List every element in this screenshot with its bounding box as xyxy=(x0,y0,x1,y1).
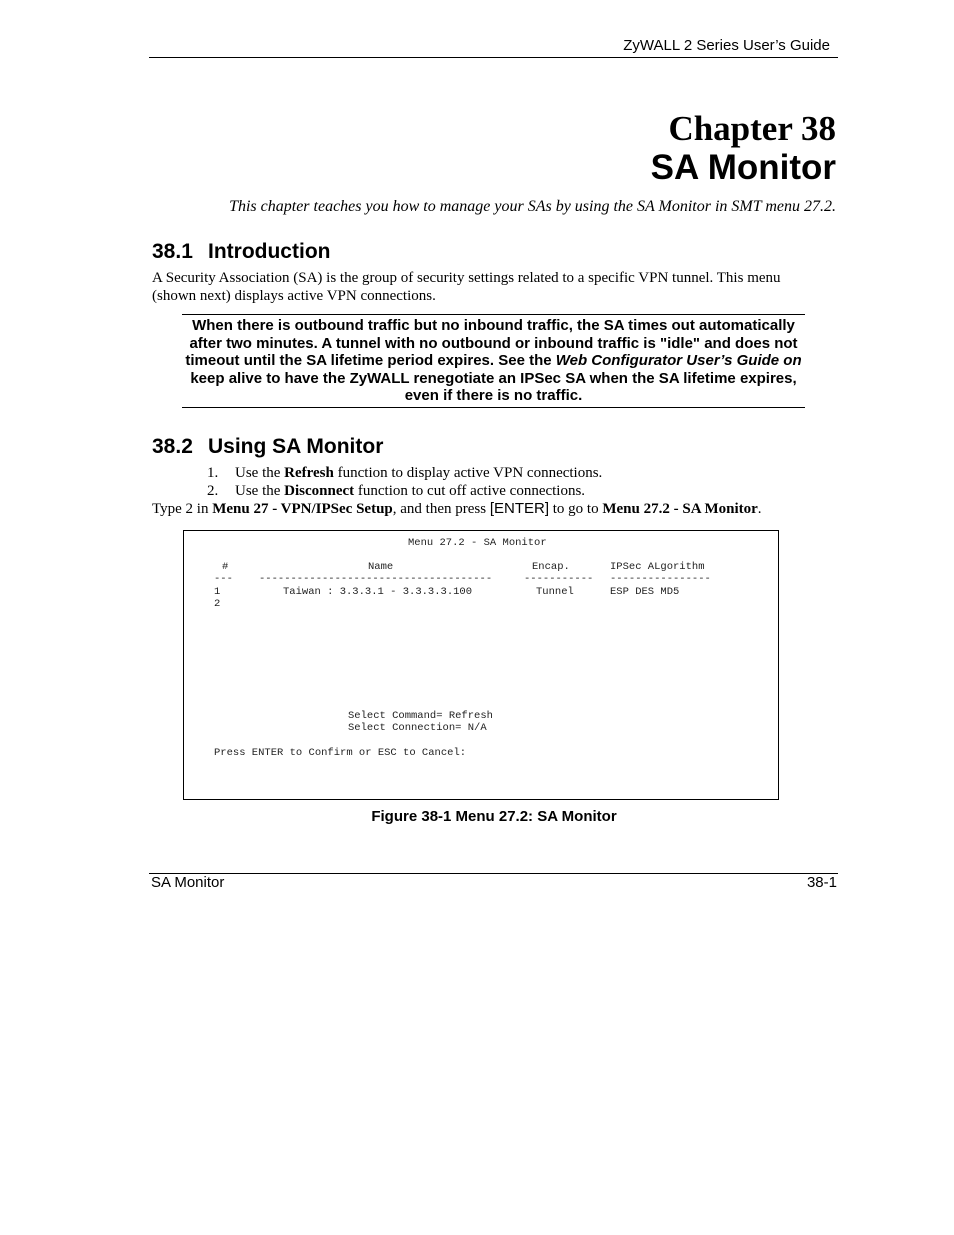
instruction-text: . xyxy=(757,501,762,517)
chapter-number: Chapter 38 xyxy=(668,109,836,148)
note-text-part: When there is outbound traffic but no inbound traffic, the SA times out automatically after two minutes. A tunnel with no outbound or inbound traffic is "idle" and does not timeout until the SA lifetime period expires. See the xyxy=(185,317,798,370)
intro-paragraph xyxy=(152,269,832,305)
row-number: 2 xyxy=(214,598,221,610)
footer-page-number: 38-1 xyxy=(806,874,837,891)
note-box xyxy=(182,314,805,408)
footer-divider xyxy=(149,873,838,874)
column-header-encap: Encap. xyxy=(532,561,570,573)
section-number: 38.1 xyxy=(152,240,193,263)
select-command: Select Command= Refresh xyxy=(348,710,493,722)
column-separator: ----------- xyxy=(524,573,594,585)
column-header-name: Name xyxy=(368,561,394,573)
column-header-ipsec: IPSec ALgorithm xyxy=(610,561,705,573)
step-number: 2. xyxy=(207,483,219,499)
column-separator: --- xyxy=(214,573,233,585)
type-instruction xyxy=(152,500,762,518)
sa-monitor-screen xyxy=(183,530,779,800)
step-keyword: Disconnect xyxy=(284,483,355,499)
step-text: function to display active VPN connections. xyxy=(333,465,603,481)
enter-key-label: [ENTER] xyxy=(489,500,550,517)
running-header-title: ZyWALL 2 Series User’s Guide xyxy=(623,37,830,54)
section-title: Using SA Monitor xyxy=(208,435,384,458)
row-name: Taiwan : 3.3.3.1 - 3.3.3.3.100 xyxy=(283,586,473,598)
instruction-text: Type 2 in xyxy=(152,501,213,517)
confirm-prompt: Press ENTER to Confirm or ESC to Cancel: xyxy=(214,747,467,759)
step-text: Use the xyxy=(235,465,285,481)
note-text xyxy=(182,317,805,405)
column-separator: ------------------------------------- xyxy=(259,573,493,585)
menu-reference: Menu 27 - VPN/IPSec Setup xyxy=(212,501,393,517)
screen-title: Menu 27.2 - SA Monitor xyxy=(408,537,547,549)
select-connection: Select Connection= N/A xyxy=(348,722,487,734)
section-title: Introduction xyxy=(208,240,331,263)
header-divider xyxy=(149,57,838,58)
column-header-number: # xyxy=(222,561,229,573)
step-keyword: Refresh xyxy=(284,465,334,481)
footer-chapter-name: SA Monitor xyxy=(151,874,225,891)
chapter-title: SA Monitor xyxy=(650,148,836,187)
row-encap: Tunnel xyxy=(536,586,574,598)
step-text: function to cut off active connections. xyxy=(354,483,586,499)
instruction-text: to go to xyxy=(549,501,603,517)
step-item-disconnect xyxy=(207,483,585,500)
step-number: 1. xyxy=(207,465,219,481)
menu-reference: Menu 27.2 - SA Monitor xyxy=(602,501,758,517)
section-heading-using-sa-monitor xyxy=(152,435,383,459)
column-separator: ---------------- xyxy=(610,573,711,585)
instruction-text: , and then press xyxy=(392,501,490,517)
step-text: Use the xyxy=(235,483,285,499)
step-item-refresh xyxy=(207,465,602,482)
intro-paragraph-line: (shown next) displays active VPN connections. xyxy=(152,288,436,304)
figure-caption: Figure 38-1 Menu 27.2: SA Monitor xyxy=(371,808,617,825)
chapter-intro: This chapter teaches you how to manage your SAs by using the SA Monitor in SMT menu 27.2. xyxy=(229,198,836,215)
row-number: 1 xyxy=(214,586,221,598)
section-heading-introduction xyxy=(152,240,330,264)
section-number: 38.2 xyxy=(152,435,193,458)
intro-paragraph-line: A Security Association (SA) is the group of security settings related to a specific VPN tunnel. This menu xyxy=(152,270,781,286)
row-ipsec: ESP DES MD5 xyxy=(610,586,680,598)
note-text-italic: Web Configurator User’s Guide on xyxy=(555,352,802,370)
note-text-part: keep alive to have the ZyWALL renegotiate an IPSec SA when the SA lifetime expires, even if there is no traffic. xyxy=(190,369,797,405)
